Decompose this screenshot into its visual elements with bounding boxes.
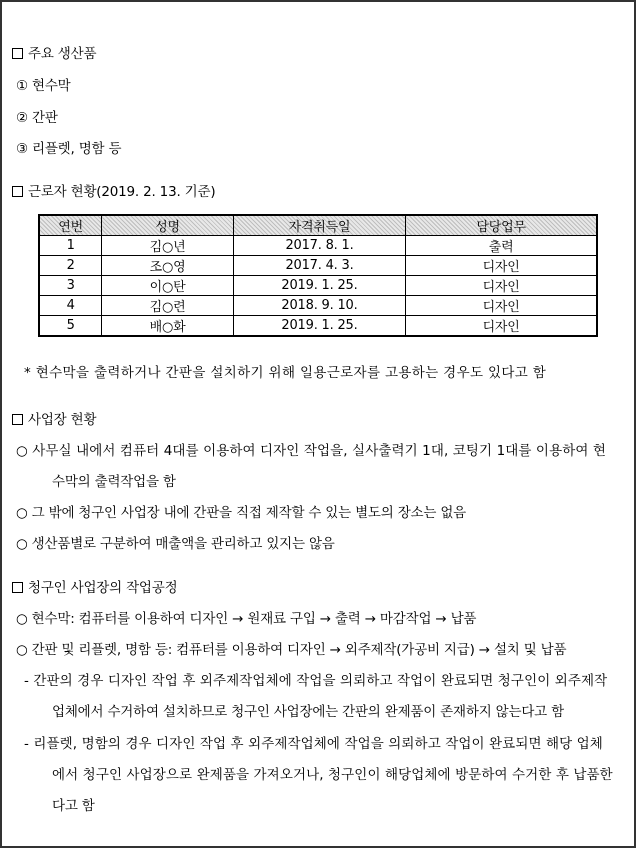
workers-table bbox=[38, 214, 598, 337]
section-products-title: 주요 생산품 bbox=[12, 42, 96, 62]
table-row bbox=[39, 236, 597, 256]
site-item-continued: 수막의 출력작업을 함 bbox=[52, 474, 176, 490]
table-row bbox=[39, 276, 597, 296]
site-item: ○ 사무실 내에서 컴퓨터 4대를 이용하여 디자인 작업을, 실사출력기 1대, 코팅기 1대를 이용하여 현 bbox=[16, 443, 607, 459]
cell-duty: 디자인 bbox=[406, 256, 597, 276]
checkbox-square-icon bbox=[12, 414, 23, 425]
cell-name: 김○련 bbox=[102, 296, 234, 316]
checkbox-square-icon bbox=[12, 582, 23, 593]
checkbox-square-icon bbox=[12, 186, 23, 197]
table-header-row bbox=[39, 215, 597, 236]
process-detail: - 간판의 경우 디자인 작업 후 외주제작업체에 작업을 의뢰하고 작업이 완료되면 청구인이 외주제작 bbox=[24, 673, 608, 689]
process-detail: - 리플렛, 명함의 경우 디자인 작업 후 외주제작업체에 작업을 의뢰하고 작업이 완료되면 해당 업체 bbox=[24, 736, 603, 752]
cell-name: 조○영 bbox=[102, 256, 234, 276]
checkbox-square-icon bbox=[12, 48, 23, 59]
process-item: ○ 간판 및 리플렛, 명함 등: 컴퓨터를 이용하여 디자인 → 외주제작(가공비 지급) → 설치 및 납품 bbox=[16, 642, 567, 658]
cell-duty: 디자인 bbox=[406, 316, 597, 337]
cell-duty: 디자인 bbox=[406, 276, 597, 296]
table-row bbox=[39, 316, 597, 337]
table-row bbox=[39, 296, 597, 316]
section-process-title: 청구인 사업장의 작업공정 bbox=[12, 576, 177, 596]
cell-no: 5 bbox=[39, 316, 102, 337]
workers-note: * 현수막을 출력하거나 간판을 설치하기 위해 일용근로자를 고용하는 경우도 있다고 함 bbox=[24, 365, 547, 381]
cell-name: 배○화 bbox=[102, 316, 234, 337]
cell-name: 이○탄 bbox=[102, 276, 234, 296]
cell-date: 2017. 8. 1. bbox=[233, 236, 405, 256]
process-detail-continued: 업체에서 수거하여 설치하므로 청구인 사업장에는 간판의 완제품이 존재하지 않는다고 함 bbox=[52, 704, 564, 720]
cell-no: 3 bbox=[39, 276, 102, 296]
cell-date: 2017. 4. 3. bbox=[233, 256, 405, 276]
column-header-duty: 담당업무 bbox=[406, 215, 597, 236]
process-detail-continued: 에서 청구인 사업장으로 완제품을 가져오거나, 청구인이 해당업체에 방문하여 수거한 후 납품한 bbox=[52, 767, 613, 783]
table-row bbox=[39, 256, 597, 276]
cell-duty: 디자인 bbox=[406, 296, 597, 316]
cell-no: 1 bbox=[39, 236, 102, 256]
product-item: ① 현수막 bbox=[16, 78, 71, 94]
site-item: ○ 생산품별로 구분하여 매출액을 관리하고 있지는 않음 bbox=[16, 536, 335, 552]
cell-no: 4 bbox=[39, 296, 102, 316]
site-item: ○ 그 밖에 청구인 사업장 내에 간판을 직접 제작할 수 있는 별도의 장소는 없음 bbox=[16, 505, 466, 521]
column-header-date: 자격취득일 bbox=[233, 215, 405, 236]
cell-name: 김○년 bbox=[102, 236, 234, 256]
cell-date: 2018. 9. 10. bbox=[233, 296, 405, 316]
cell-date: 2019. 1. 25. bbox=[233, 276, 405, 296]
cell-date: 2019. 1. 25. bbox=[233, 316, 405, 337]
section-workers-title: 근로자 현황(2019. 2. 13. 기준) bbox=[12, 180, 215, 200]
process-item: ○ 현수막: 컴퓨터를 이용하여 디자인 → 원재료 구입 → 출력 → 마감작업 → 납품 bbox=[16, 611, 477, 627]
product-item: ③ 리플렛, 명함 등 bbox=[16, 141, 122, 157]
cell-duty: 출력 bbox=[406, 236, 597, 256]
column-header-no: 연번 bbox=[39, 215, 102, 236]
process-detail-continued: 다고 함 bbox=[52, 798, 95, 814]
cell-no: 2 bbox=[39, 256, 102, 276]
column-header-name: 성명 bbox=[102, 215, 234, 236]
product-item: ② 간판 bbox=[16, 110, 58, 126]
section-site-title: 사업장 현황 bbox=[12, 408, 96, 428]
